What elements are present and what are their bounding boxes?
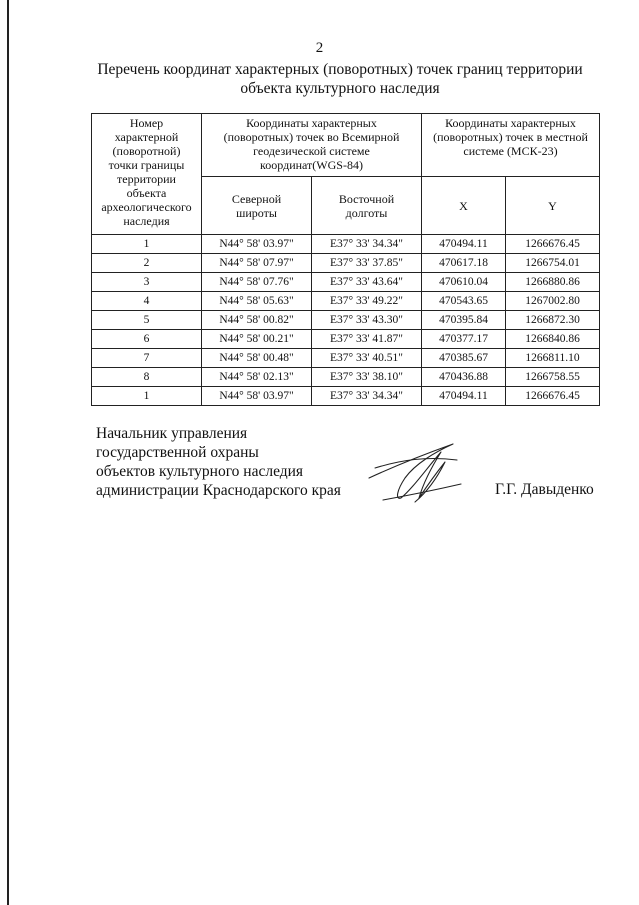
longitude-cell: E37° 33' 34.34" [312,387,422,406]
point-number-cell: 7 [92,349,202,368]
longitude-cell: E37° 33' 40.51" [312,349,422,368]
point-number-cell: 3 [92,273,202,292]
table-row [92,387,600,406]
y-coordinate-cell: 1267002.80 [506,292,600,311]
signer-name: Г.Г. Давыденко [495,481,594,498]
header-line: системе (МСК-23) [463,144,558,158]
x-coordinate-cell: 470377.17 [422,330,506,349]
header-line: (поворотной) [112,144,181,158]
header-line: долготы [345,205,388,220]
longitude-cell: E37° 33' 43.30" [312,311,422,330]
y-coordinate-cell: 1266754.01 [506,254,600,273]
latitude-cell: N44° 58' 03.97" [202,387,312,406]
longitude-cell: E37° 33' 37.85" [312,254,422,273]
latitude-cell: N44° 58' 02.13" [202,368,312,387]
coordinates-table [91,113,600,406]
point-number-cell: 1 [92,387,202,406]
header-line: территории [117,172,176,186]
header-line: Координаты характерных [445,116,576,130]
latitude-cell: N44° 58' 03.97" [202,235,312,254]
north-header [202,177,312,235]
signature-block [96,424,341,500]
header-line: (поворотных) точек во Всемирной [223,130,400,144]
y-coordinate-cell: 1266880.86 [506,273,600,292]
header-line: (поворотных) точек в местной [433,130,588,144]
longitude-cell: E37° 33' 34.34" [312,235,422,254]
point-number-cell: 5 [92,311,202,330]
latitude-cell: N44° 58' 00.21" [202,330,312,349]
y-coordinate-cell: 1266676.45 [506,235,600,254]
position-line: администрации Краснодарского края [96,482,341,499]
point-number-cell: 8 [92,368,202,387]
position-line: государственной охраны [96,444,259,461]
x-header: X [422,177,506,235]
header-line: широты [236,205,277,220]
longitude-cell: E37° 33' 43.64" [312,273,422,292]
point-number-cell: 2 [92,254,202,273]
header-line: точки границы [108,158,185,172]
longitude-cell: E37° 33' 49.22" [312,292,422,311]
header-line: геодезической системе [253,144,370,158]
table-row [92,292,600,311]
latitude-cell: N44° 58' 07.76" [202,273,312,292]
title-line-2: объекта культурного наследия [240,80,440,97]
table-row [92,349,600,368]
y-header: Y [506,177,600,235]
x-coordinate-cell: 470494.11 [422,235,506,254]
header-line: Координаты характерных [246,116,377,130]
longitude-cell: E37° 33' 38.10" [312,368,422,387]
handwritten-signature [365,438,465,510]
point-number-cell: 6 [92,330,202,349]
x-coordinate-cell: 470436.88 [422,368,506,387]
x-coordinate-cell: 470610.04 [422,273,506,292]
table-row [92,254,600,273]
header-line: Восточной [338,191,395,206]
position-line: Начальник управления [96,425,248,442]
header-line: Номер [129,116,164,130]
y-coordinate-cell: 1266811.10 [506,349,600,368]
header-line: Северной [231,191,282,206]
table-row [92,368,600,387]
header-line: наследия [123,214,170,228]
header-line: координат(WGS-84) [260,158,363,172]
point-number-cell: 4 [92,292,202,311]
header-line: археологического [101,200,192,214]
east-header [312,177,422,235]
latitude-cell: N44° 58' 00.82" [202,311,312,330]
latitude-cell: N44° 58' 05.63" [202,292,312,311]
x-coordinate-cell: 470617.18 [422,254,506,273]
table-row [92,235,600,254]
latitude-cell: N44° 58' 00.48" [202,349,312,368]
table-row [92,273,600,292]
point-number-cell: 1 [92,235,202,254]
msk-header [422,114,600,177]
title-line-1: Перечень координат характерных (поворотных) точек границ территории [97,61,583,78]
x-coordinate-cell: 470385.67 [422,349,506,368]
x-coordinate-cell: 470543.65 [422,292,506,311]
table-row [92,330,600,349]
x-coordinate-cell: 470395.84 [422,311,506,330]
y-coordinate-cell: 1266676.45 [506,387,600,406]
position-line: объектов культурного наследия [96,463,304,480]
point-number-header [92,114,202,235]
y-coordinate-cell: 1266758.55 [506,368,600,387]
page-number: 2 [315,40,324,56]
header-line: характерной [114,130,179,144]
table-row [92,311,600,330]
page-edge-line [7,0,9,905]
longitude-cell: E37° 33' 41.87" [312,330,422,349]
latitude-cell: N44° 58' 07.97" [202,254,312,273]
header-line: объекта [126,186,167,200]
y-coordinate-cell: 1266840.86 [506,330,600,349]
document-title [80,60,600,98]
y-coordinate-cell: 1266872.30 [506,311,600,330]
wgs-header [202,114,422,177]
x-coordinate-cell: 470494.11 [422,387,506,406]
